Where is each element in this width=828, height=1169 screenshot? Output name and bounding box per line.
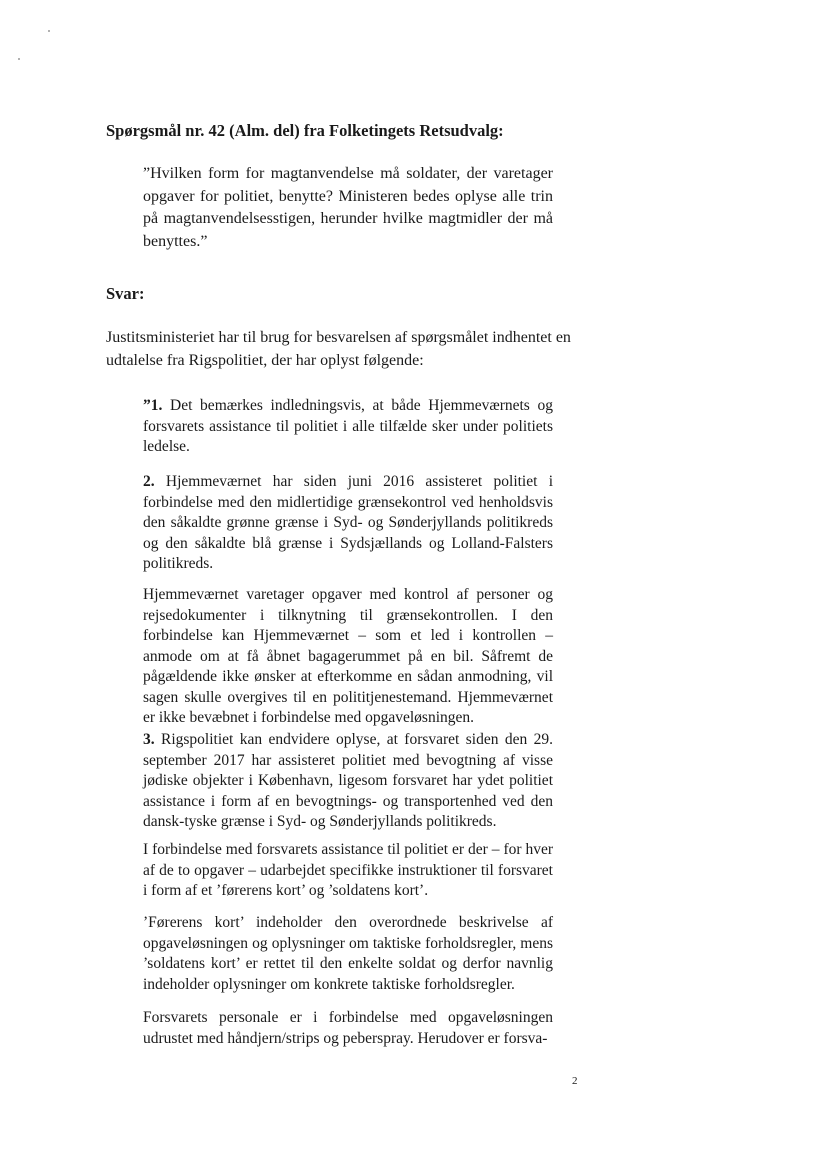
quoted-paragraph — [143, 585, 553, 729]
scan-speck — [18, 58, 20, 60]
quoted-paragraph — [143, 396, 553, 458]
scan-speck — [48, 30, 50, 32]
paragraph-text: Det bemærkes indledningsvis, at både Hjemmeværnets og forsvarets assistance til politiet i alle tilfælde sker under politiets ledelse. — [143, 397, 553, 455]
paragraph-text: Rigspolitiet kan endvidere oplyse, at forsvaret siden den 29. september 2017 har assisteret politiet med bevogtning af visse jødiske objekter i København, ligesom forsvaret har ydet politiet assistance i form af en bevogtnings- og transportenhed ved den dansk-tyske grænse i Syd- og Sønderjyllands politikreds. — [143, 731, 553, 830]
paragraph-text: ’Førerens kort’ indeholder den overordnede beskrivelse af opgaveløsningen og oplysninger om taktiske forholdsregler, mens ’soldatens kort’ er rettet til den enkelte soldat og derfor navnlig indeholder oplysninger om konkrete taktiske forholdsregler. — [143, 914, 553, 993]
quoted-paragraph — [143, 1008, 553, 1049]
quoted-paragraph — [143, 730, 553, 833]
quoted-paragraph — [143, 472, 553, 575]
question-text: ”Hvilken form for magtanvendelse må soldater, der varetager opgaver for politiet, benytte? Ministeren bedes oplyse alle trin på magtanvendelsesstigen, herunder hvilke magtmidler der må benyttes.” — [143, 165, 553, 250]
paragraph-number: 2. — [143, 473, 155, 490]
question-heading: Spørgsmål nr. 42 (Alm. del) fra Folketingets Retsudvalg: — [106, 121, 504, 140]
paragraph-text: Hjemmeværnet har siden juni 2016 assisteret politiet i forbindelse med den midlertidige grænsekontrol ved henholdsvis den såkaldte grønne grænse i Syd- og Sønderjyllands politikreds og den såkaldte blå grænse i Sydsjællands og Lolland-Falsters politikreds. — [143, 473, 553, 572]
paragraph-number: 3. — [143, 731, 155, 748]
quoted-paragraph — [143, 913, 553, 995]
paragraph-text: Hjemmeværnet varetager opgaver med kontrol af personer og rejsedokumenter i tilknytning til grænsekontrollen. I den forbindelse kan Hjemmeværnet – som et led i kontrollen – anmode om at få åbnet bagagerummet på en bil. Såfremt de pågældende ikke ønsker at efterkomme en sådan anmodning, vil sagen skulle overgives til en polititjenestemand. Hjemmeværnet er ikke bevæbnet i forbindelse med opgaveløsningen. — [143, 586, 553, 726]
paragraph-text: I forbindelse med forsvarets assistance til politiet er der – for hver af de to opgaver – udarbejdet specifikke instruktioner til forsvaret i form af et ’førerens kort’ og ’soldatens kort’. — [143, 841, 553, 899]
quoted-paragraph — [143, 840, 553, 902]
paragraph-number: ”1. — [143, 397, 163, 414]
answer-intro: Justitsministeriet har til brug for besvarelsen af spørgsmålet indhentet en udtalelse fra Rigspolitiet, der har oplyst følgende: — [106, 329, 571, 369]
answer-label: Svar: — [106, 284, 145, 303]
paragraph-text: Forsvarets personale er i forbindelse med opgaveløsningen udrustet med håndjern/strips og peberspray. Herudover er forsva- — [143, 1009, 553, 1047]
page-number: 2 — [572, 1075, 578, 1087]
